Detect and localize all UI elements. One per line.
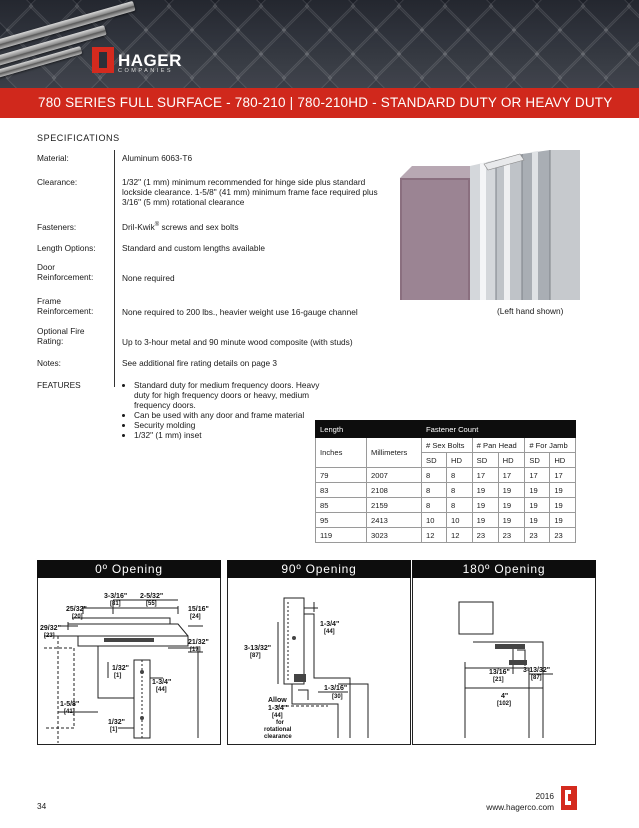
table-cell: 19 <box>472 498 498 513</box>
diagram-90-opening <box>227 560 411 745</box>
page-title: 780 SERIES FULL SURFACE - 780-210 | 780-210HD - STANDARD DUTY OR HEAVY DUTY <box>38 95 613 110</box>
registered-mark: ® <box>154 222 160 228</box>
spec-label-clearance: Clearance: <box>37 177 78 187</box>
table-cell: 17 <box>498 468 525 483</box>
table-cell: 17 <box>550 468 576 483</box>
product-image <box>400 150 580 300</box>
table-cell: 8 <box>447 483 473 498</box>
website-link[interactable]: www.hagerco.com <box>486 802 554 812</box>
table-cell: 12 <box>422 528 447 543</box>
table-header-row <box>316 421 576 438</box>
brand-name: HAGER <box>118 50 182 70</box>
dim-label: [44] <box>156 687 167 693</box>
table-cell: 8 <box>422 468 447 483</box>
feature-item: • Security molding <box>134 420 329 430</box>
table-cell: 23 <box>525 528 550 543</box>
fastener-table <box>315 420 576 543</box>
table-cell: 12 <box>447 528 473 543</box>
table-cell: 10 <box>447 513 473 528</box>
dim-label: 21/32" <box>188 639 209 646</box>
dim-label: 29/32" <box>40 625 61 632</box>
feature-item: • 1/32" (1 mm) inset <box>134 430 329 440</box>
spec-value-fire-rating: Up to 3-hour metal and 90 minute wood composite (with studs) <box>122 337 353 347</box>
millimeters-header: Millimeters <box>367 438 422 468</box>
table-cell: 19 <box>525 498 550 513</box>
spec-value-length-options: Standard and custom lengths available <box>122 243 265 253</box>
table-cell: 19 <box>550 483 576 498</box>
dim-label: [1] <box>114 673 122 679</box>
dim-label: 1/32" <box>112 665 129 672</box>
spec-label-notes: Notes: <box>37 358 61 368</box>
dim-label: [23] <box>44 633 55 639</box>
sex-bolts-header: # Sex Bolts <box>422 438 473 453</box>
table-row <box>316 468 576 483</box>
spec-value-notes: See additional fire rating details on page 3 <box>122 358 277 368</box>
dim-label: [81] <box>110 601 121 607</box>
dim-label: 3-3/16" <box>104 593 128 600</box>
table-cell: 19 <box>525 483 550 498</box>
table-cell: 2159 <box>367 498 422 513</box>
hinge-product-illustration <box>400 150 580 300</box>
table-cell: 79 <box>316 468 367 483</box>
dim-label: 25/32" <box>66 606 87 613</box>
table-cell: 10 <box>422 513 447 528</box>
hager-logo <box>92 42 182 78</box>
dim-label: 4" <box>501 693 509 700</box>
diagram-0-drawing <box>38 578 222 745</box>
dim-label: [87] <box>250 653 261 659</box>
table-row <box>316 483 576 498</box>
table-cell: 8 <box>447 498 473 513</box>
diagram-180-opening <box>412 560 596 745</box>
table-cell: 19 <box>472 513 498 528</box>
table-cell: 19 <box>550 498 576 513</box>
dim-label: 3-13/32" <box>244 645 272 652</box>
table-cell: 8 <box>447 468 473 483</box>
dim-label: for <box>276 720 284 726</box>
dim-label: 1-5/8" <box>60 701 80 708</box>
table-cell: 17 <box>472 468 498 483</box>
dim-label: clearance <box>264 734 292 740</box>
hager-corner-logo-icon <box>561 786 577 810</box>
table-cell: 19 <box>498 498 525 513</box>
header-banner <box>0 0 639 88</box>
table-cell: 2413 <box>367 513 422 528</box>
table-cell: 2007 <box>367 468 422 483</box>
image-caption: (Left hand shown) <box>497 306 564 316</box>
dim-label: [17] <box>190 647 201 653</box>
diagram-90-drawing <box>228 578 412 745</box>
dim-label: rotational <box>264 727 292 733</box>
table-row <box>316 513 576 528</box>
table-cell: 23 <box>472 528 498 543</box>
spec-value-door-reinforcement: None required <box>122 273 175 283</box>
inches-header: Inches <box>316 438 367 468</box>
brand-tagline: COMPANIES <box>118 68 174 74</box>
table-cell: 3023 <box>367 528 422 543</box>
dim-label: [87] <box>531 675 542 681</box>
dim-label: 15/16" <box>188 606 209 613</box>
table-cell: 95 <box>316 513 367 528</box>
spec-label-fasteners: Fasteners: <box>37 222 77 232</box>
spec-value-frame-reinforcement: None required to 200 lbs., heavier weight use 16-gauge channel <box>122 307 358 317</box>
table-cell: 85 <box>316 498 367 513</box>
page-number: 34 <box>37 801 47 811</box>
table-cell: 17 <box>525 468 550 483</box>
diagram-body <box>227 578 411 745</box>
dim-label: Allow <box>268 697 287 704</box>
table-cell: 119 <box>316 528 367 543</box>
dim-label: [24] <box>190 614 201 620</box>
diagram-title: 0º Opening <box>37 560 221 578</box>
table-cell: 2108 <box>367 483 422 498</box>
diagram-title: 180º Opening <box>412 560 596 578</box>
dim-label: 1-3/4" <box>320 621 340 628</box>
fastener-detail: screws and sex bolts <box>159 221 239 232</box>
dim-label: [55] <box>146 601 157 607</box>
dim-label: [21] <box>493 677 504 683</box>
feature-item: • Can be used with any door and frame material <box>134 410 329 420</box>
spec-label-fire-rating: Optional Fire Rating: <box>37 326 85 346</box>
spec-divider <box>114 150 115 387</box>
fastener-count-header: Fastener Count <box>422 421 576 438</box>
spec-value-clearance: 1/32" (1 mm) minimum recommended for hinge side plus standard lockside clearance. 1-5/8" (41 mm) minimum frame face required plus 3/16" (5 mm) rotational clearance <box>122 177 378 207</box>
diagram-0-opening <box>37 560 221 745</box>
sub-header: HD <box>498 453 525 468</box>
diagram-body <box>37 578 221 745</box>
table-group-row <box>316 438 576 453</box>
table-cell: 83 <box>316 483 367 498</box>
table-cell: 19 <box>472 483 498 498</box>
dim-label: [44] <box>272 713 283 719</box>
for-jamb-header: # For Jamb <box>525 438 576 453</box>
sub-header: HD <box>550 453 576 468</box>
table-row <box>316 498 576 513</box>
table-cell: 8 <box>422 498 447 513</box>
sub-header: SD <box>472 453 498 468</box>
table-cell: 8 <box>422 483 447 498</box>
table-cell: 19 <box>550 513 576 528</box>
spec-label-door-reinforcement: Door Reinforcement: <box>37 262 94 282</box>
spec-label-material: Material: <box>37 153 69 163</box>
diagram-body <box>412 578 596 745</box>
dim-label: 1/32" <box>108 719 125 726</box>
spec-value-fasteners <box>122 220 392 232</box>
features-list <box>124 380 329 440</box>
pan-head-header: # Pan Head <box>472 438 525 453</box>
sub-header: SD <box>525 453 550 468</box>
diagram-title: 90º Opening <box>227 560 411 578</box>
specifications-title: SPECIFICATIONS <box>37 133 120 143</box>
dim-label: 1-3/4" <box>152 679 172 686</box>
dim-label: [102] <box>497 701 512 707</box>
table-cell: 19 <box>525 513 550 528</box>
fastener-brand: Dril-Kwik <box>122 221 155 232</box>
spec-label-frame-reinforcement: Frame Reinforcement: <box>37 296 94 316</box>
dim-label: 1-3/16" <box>324 685 348 692</box>
sub-header: SD <box>422 453 447 468</box>
title-band <box>0 88 639 118</box>
dim-label: [20] <box>72 614 83 620</box>
length-header: Length <box>316 421 422 438</box>
spec-label-length-options: Length Options: <box>37 243 96 253</box>
dim-label: 1-3/4" <box>268 705 288 712</box>
spec-value-material: Aluminum 6063-T6 <box>122 153 193 163</box>
dim-label: [1] <box>110 727 118 733</box>
table-cell: 23 <box>550 528 576 543</box>
feature-item: • Standard duty for medium frequency doors. Heavy duty for high frequency doors or heavy, medium frequency doors. <box>134 380 329 410</box>
sub-header: HD <box>447 453 473 468</box>
dim-label: [44] <box>324 629 335 635</box>
dim-label: 13/16" <box>489 669 510 676</box>
dim-label: 3-13/32" <box>523 667 551 674</box>
table-cell: 23 <box>498 528 525 543</box>
dim-label: [41] <box>64 709 75 715</box>
diagram-180-drawing <box>413 578 597 745</box>
hager-logo-mark-icon <box>92 47 114 73</box>
table-cell: 19 <box>498 483 525 498</box>
dim-label: 2-5/32" <box>140 593 164 600</box>
features-label: FEATURES <box>37 380 81 390</box>
publication-year: 2016 <box>535 791 554 801</box>
table-row <box>316 528 576 543</box>
dim-label: [30] <box>332 694 343 700</box>
table-cell: 19 <box>498 513 525 528</box>
